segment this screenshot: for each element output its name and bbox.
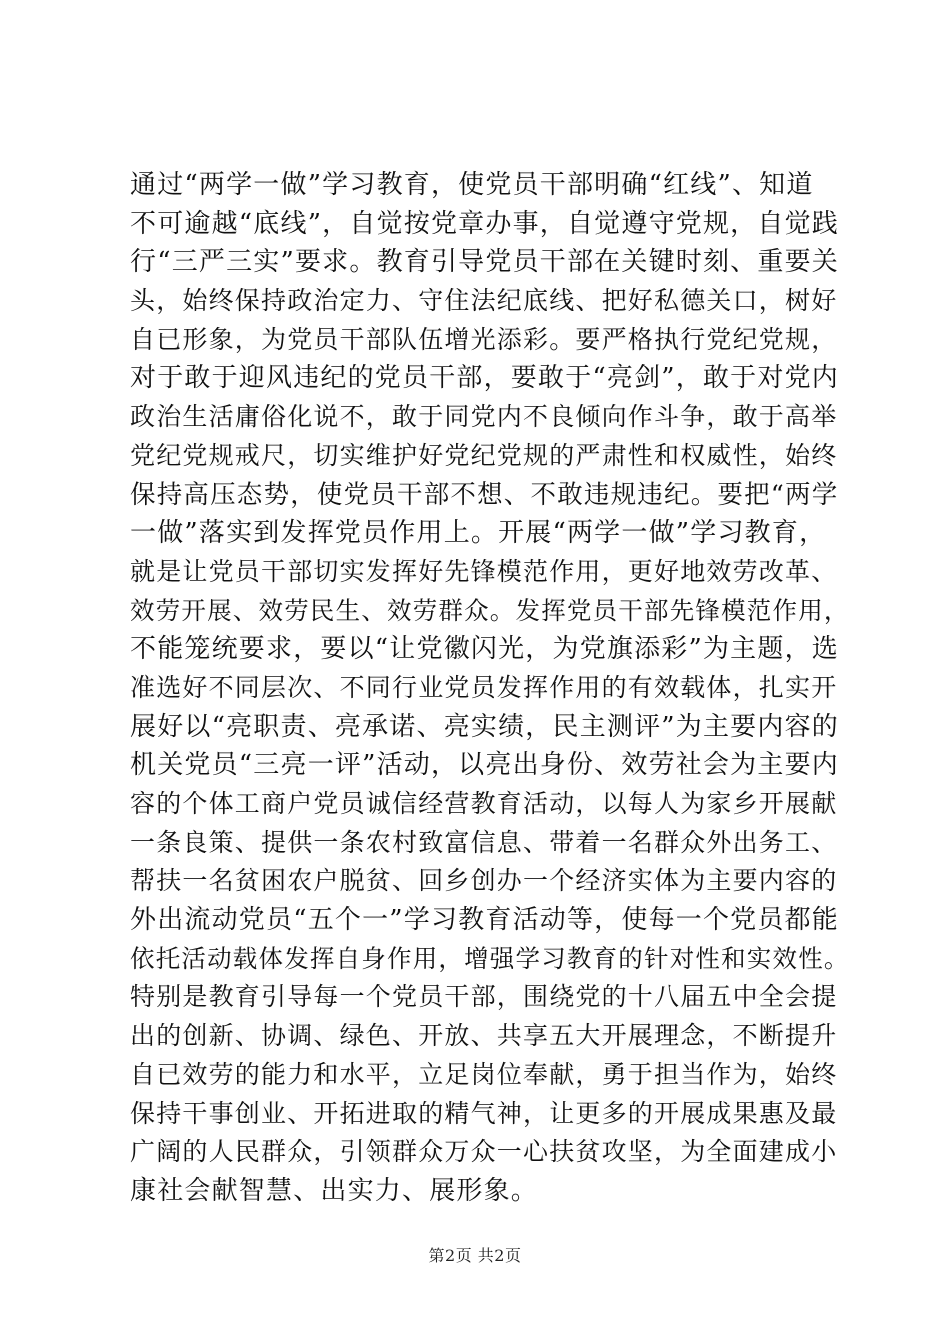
text-line: 一做”落实到发挥党员作用上。开展“两学一做”学习教育， xyxy=(130,518,827,549)
text-line: 康社会献智慧、出实力、展形象。 xyxy=(130,1175,539,1206)
text-line: 头，始终保持政治定力、守住法纪底线、把好私德关口，树好 xyxy=(130,286,838,316)
text-line: 通过“两学一做”学习教育，使党员干部明确“红线”、知道 xyxy=(130,170,814,200)
text-line: 机关党员“三亮一评”活动，以亮出身份、效劳社会为主要内 xyxy=(130,750,839,781)
text-line: 特别是教育引导每一个党员干部，围绕党的十八届五中全会提 xyxy=(130,982,838,1012)
text-line: 准选好不同层次、不同行业党员发挥作用的有效载体，扎实开 xyxy=(130,672,838,702)
text-line: 不能笼统要求，要以“让党徽闪光，为党旗添彩”为主题，选 xyxy=(130,634,839,665)
text-line: 不可逾越“底线”，自觉按党章办事，自觉遵守党规，自觉践 xyxy=(130,208,839,239)
text-line: 政治生活庸俗化说不，敢于同党内不良倾向作斗争，敢于高举 xyxy=(130,402,838,432)
text-line: 保持高压态势，使党员干部不想、不敢违规违纪。要把“两学 xyxy=(130,479,839,510)
body-text xyxy=(130,166,850,1211)
text-line: 保持干事创业、开拓进取的精气神，让更多的开展成果惠及最 xyxy=(130,1098,838,1128)
text-line: 自已效劳的能力和水平，立足岗位奉献，勇于担当作为，始终 xyxy=(130,1059,838,1089)
text-line: 就是让党员干部切实发挥好先锋模范作用，更好地效劳改革、 xyxy=(130,556,838,586)
text-line: 容的个体工商户党员诚信经营教育活动，以每人为家乡开展献 xyxy=(130,789,838,818)
page-footer: 第2页 共2页 xyxy=(428,1246,522,1265)
text-line: 行“三严三实”要求。教育引导党员干部在关键时刻、重要关 xyxy=(130,247,839,278)
text-line: 效劳开展、效劳民生、效劳群众。发挥党员干部先锋模范作用， xyxy=(130,595,850,625)
text-line: 自已形象，为党员干部队伍增光添彩。要严格执行党纪党规， xyxy=(130,324,838,354)
text-line: 对于敢于迎风违纪的党员干部，要敢于“亮剑”，敢于对党内 xyxy=(130,363,839,394)
text-line: 一条良策、提供一条农村致富信息、带着一名群众外出务工、 xyxy=(130,827,838,857)
text-line: 外出流动党员“五个一”学习教育活动等，使每一个党员都能 xyxy=(130,905,839,936)
text-line: 出的创新、协调、绿色、开放、共享五大开展理念，不断提升 xyxy=(130,1021,838,1051)
text-line: 帮扶一名贫困农户脱贫、回乡创办一个经济实体为主要内容的 xyxy=(130,866,838,896)
text-line: 依托活动载体发挥自身作用，增强学习教育的针对性和实效性。 xyxy=(130,943,850,973)
text-line: 广阔的人民群众，引领群众万众一心扶贫攻坚，为全面建成小 xyxy=(130,1137,838,1167)
text-line: 展好以“亮职责、亮承诺、亮实绩，民主测评”为主要内容的 xyxy=(130,711,839,742)
text-line: 党纪党规戒尺，切实维护好党纪党规的严肃性和权威性，始终 xyxy=(130,440,838,470)
